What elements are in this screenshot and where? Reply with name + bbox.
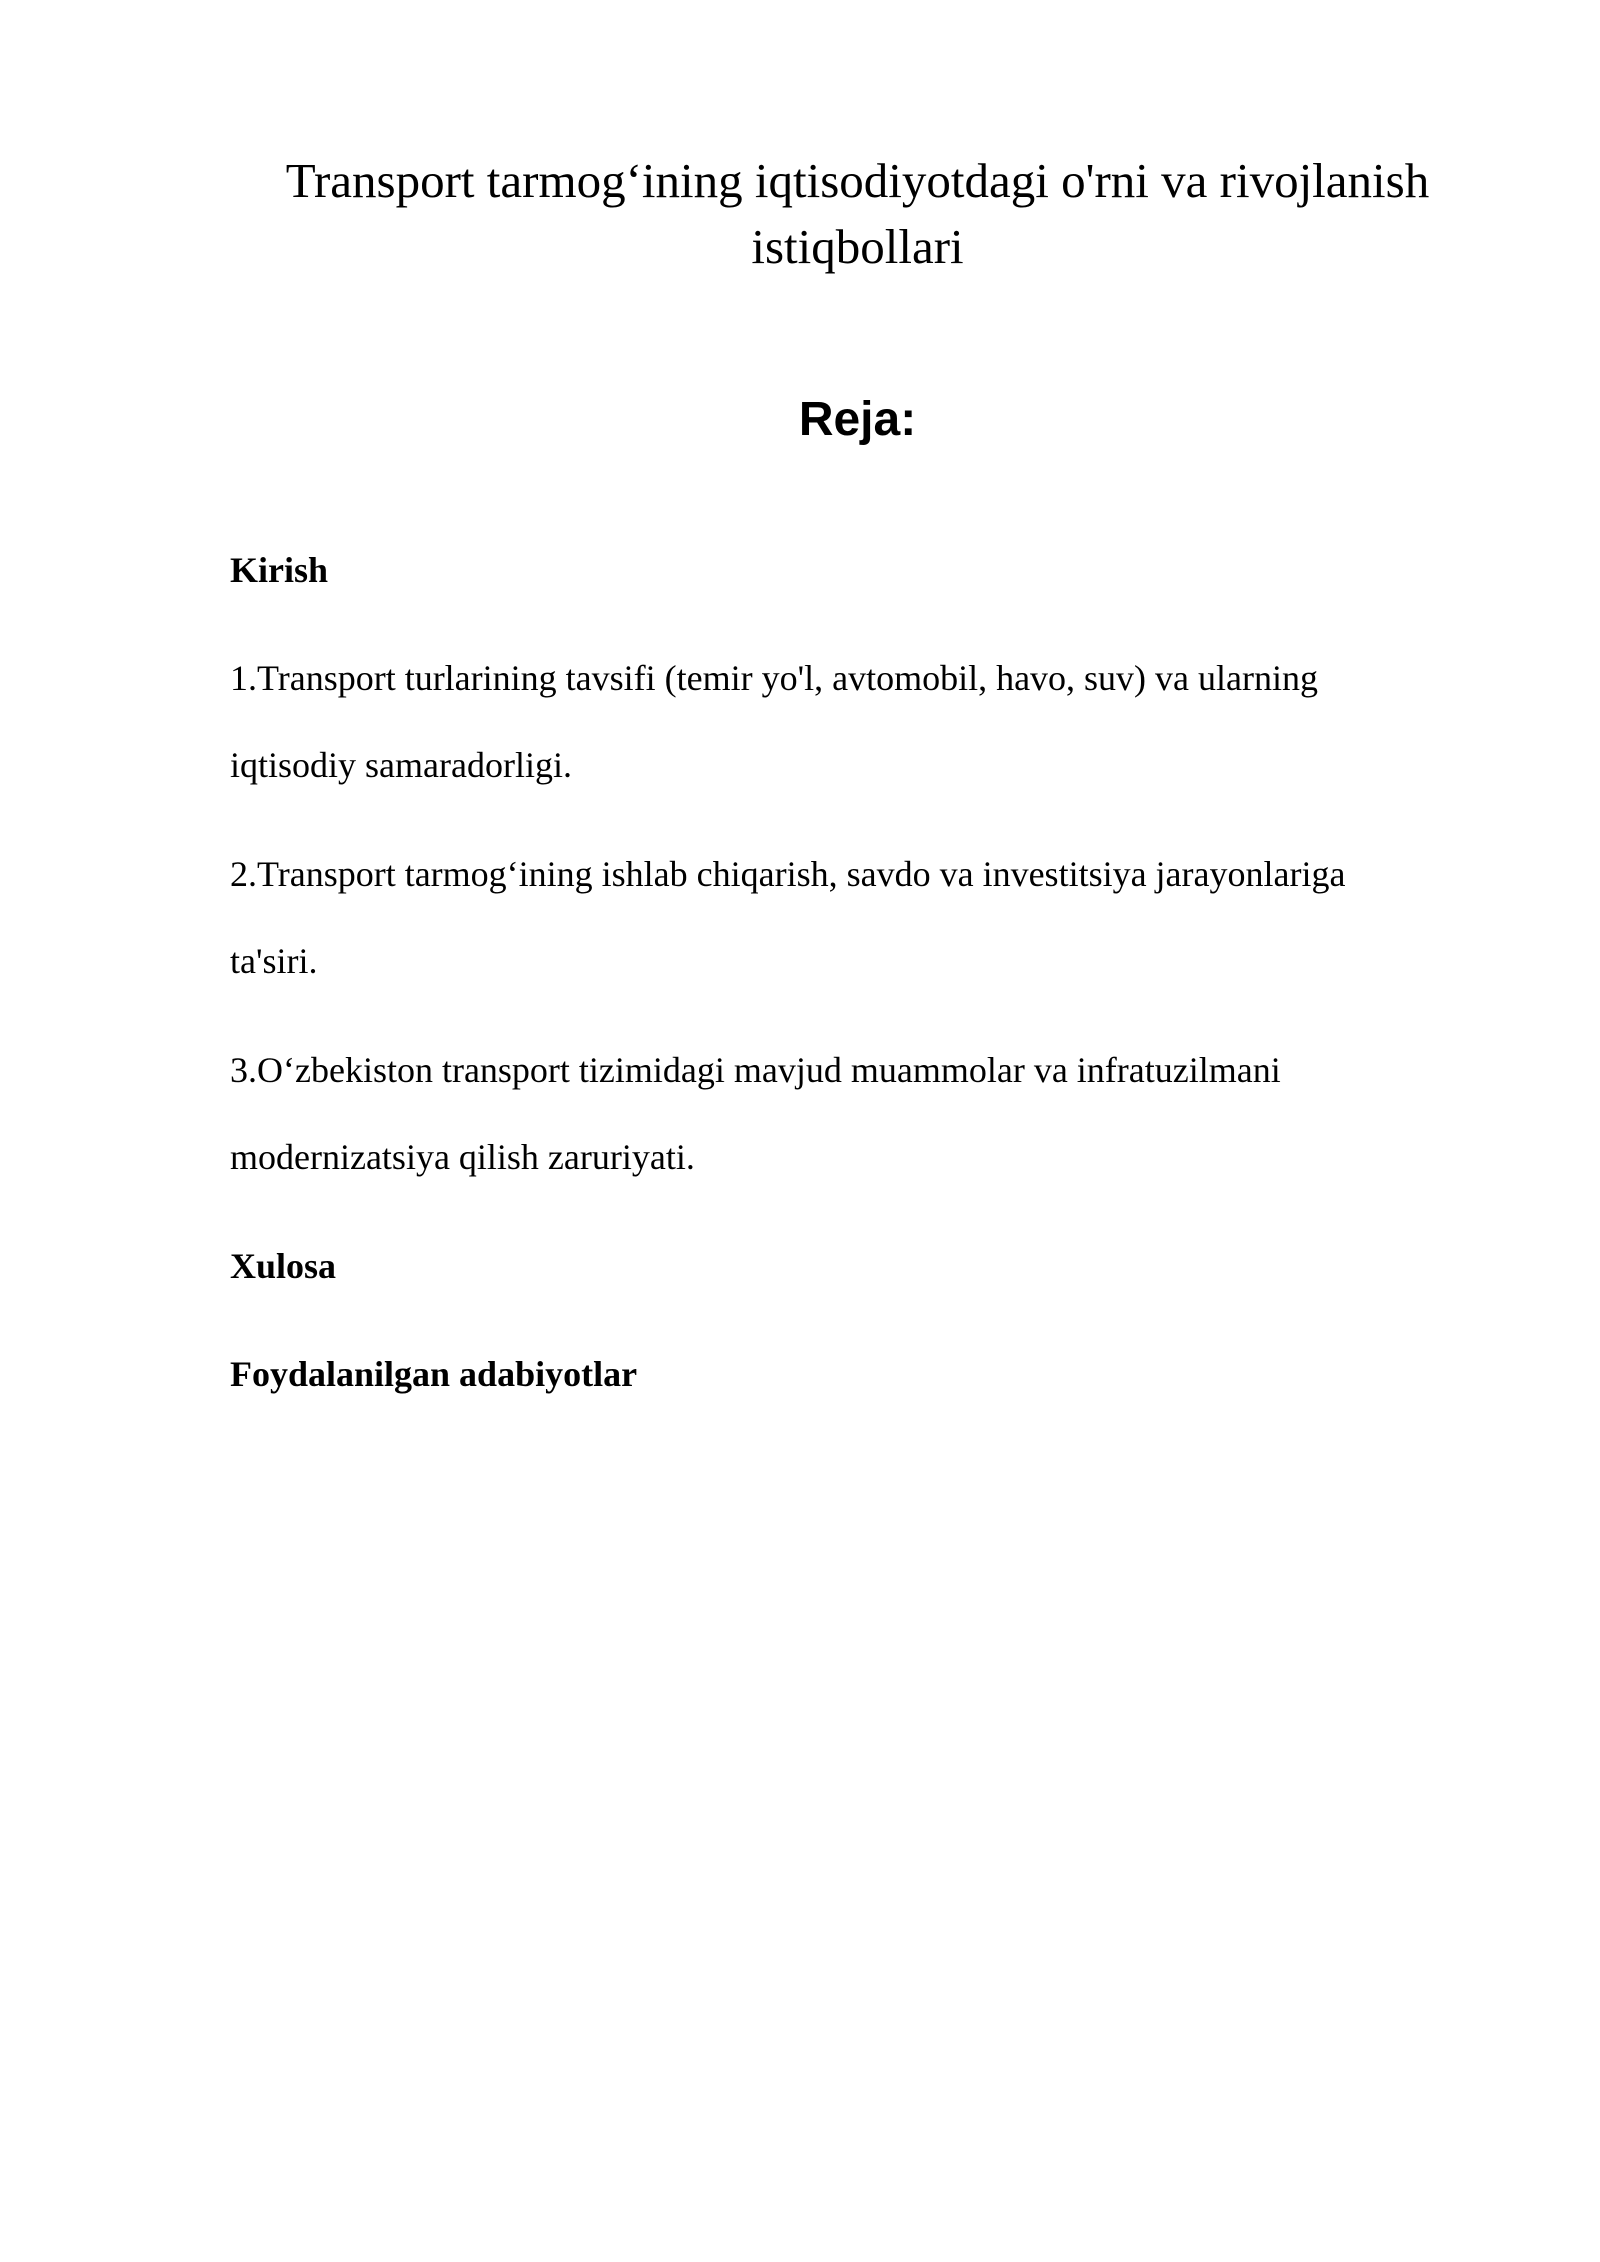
document-title: Transport tarmog‘ining iqtisodiyotdagi o'rni va rivojlanish istiqbollari <box>285 153 1430 274</box>
references-heading: Foydalanilgan adabiyotlar <box>230 1354 638 1394</box>
conclusion-heading: Xulosa <box>230 1246 337 1286</box>
plan-list <box>230 543 1430 1401</box>
intro-heading: Kirish <box>230 550 329 590</box>
plan-item-3: 3.O‘zbekiston transport tizimidagi mavjud muammolar va infratuzilmani modernizatsiya qilish zaruriyati. <box>230 1050 1281 1177</box>
plan-item-1: 1.Transport turlarining tavsifi (temir yo'l, avtomobil, havo, suv) va ularning iqtisodiy samaradorligi. <box>230 658 1318 785</box>
plan-item-2: 2.Transport tarmog‘ining ishlab chiqarish, savdo va investitsiya jarayonlariga ta'siri. <box>230 854 1346 981</box>
plan-heading: Reja: <box>798 393 917 446</box>
